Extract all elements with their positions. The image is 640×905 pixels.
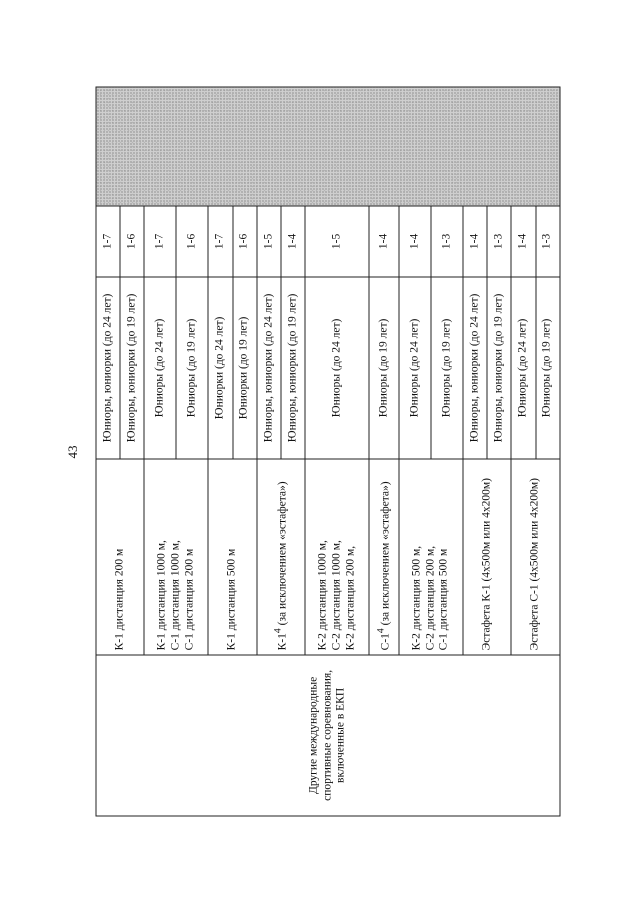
- places-cell: 1-5: [305, 206, 369, 277]
- discipline-cell: Эстафета С-1 (4х500м или 4х200м): [511, 459, 560, 655]
- category-cell: Другие международные спортивные соревнования, включенные в ЕКП: [96, 655, 560, 816]
- age-group-cell: Юниоры, юниорки (до 24 лет): [257, 277, 281, 459]
- places-cell: 1-7: [96, 206, 120, 277]
- discipline-cell: Эстафета К-1 (4х500м или 4х200м): [463, 459, 511, 655]
- places-cell: 1-4: [511, 206, 535, 277]
- page-number: 43: [65, 445, 80, 459]
- age-group-cell: Юниорки (до 24 лет): [208, 277, 232, 459]
- places-cell: 1-3: [431, 206, 463, 277]
- age-group-cell: Юниоры (до 19 лет): [536, 277, 560, 459]
- rotated-table-container: [96, 87, 561, 817]
- discipline-cell: К-1 дистанция 200 м: [96, 459, 144, 655]
- age-group-cell: Юниоры, юниорки (до 24 лет): [96, 277, 120, 459]
- places-cell: 1-4: [463, 206, 487, 277]
- age-group-cell: Юниоры (до 24 лет): [511, 277, 535, 459]
- age-group-cell: Юниоры, юниорки (до 19 лет): [120, 277, 144, 459]
- age-group-cell: Юниоры (до 24 лет): [399, 277, 431, 459]
- discipline-cell: $С-1^4$ (за исключением «эстафета»): [369, 459, 399, 655]
- discipline-cell: К-1 дистанция 500 м: [208, 459, 256, 655]
- places-cell: 1-5: [257, 206, 281, 277]
- age-group-cell: Юниоры (до 19 лет): [431, 277, 463, 459]
- age-group-cell: Юниоры, юниорки (до 19 лет): [487, 277, 511, 459]
- age-group-cell: Юниоры (до 24 лет): [305, 277, 369, 459]
- places-cell: 1-4: [399, 206, 431, 277]
- places-cell: 1-4: [369, 206, 399, 277]
- qualification-table: [96, 87, 561, 817]
- places-cell: 1-6: [120, 206, 144, 277]
- table-row: [96, 87, 120, 816]
- discipline-cell: $К-1^4$ (за исключением «эстафета»): [257, 459, 305, 655]
- places-cell: 1-6: [233, 206, 257, 277]
- places-cell: 1-3: [487, 206, 511, 277]
- age-group-cell: Юниоры, юниорки (до 24 лет): [463, 277, 487, 459]
- places-cell: 1-3: [536, 206, 560, 277]
- discipline-cell: К-2 дистанция 500 м, С-2 дистанция 200 м, С-1 дистанция 500 м: [399, 459, 463, 655]
- places-cell: 1-4: [281, 206, 305, 277]
- places-cell: 1-6: [176, 206, 208, 277]
- shaded-empty-column: [96, 87, 560, 206]
- age-group-cell: Юниоры, юниорки (до 19 лет): [281, 277, 305, 459]
- discipline-cell: К-2 дистанция 1000 м, С-2 дистанция 1000 м, К-2 дистанция 200 м,: [305, 459, 369, 655]
- age-group-cell: Юниоры (до 19 лет): [369, 277, 399, 459]
- places-cell: 1-7: [208, 206, 232, 277]
- age-group-cell: Юниорки (до 19 лет): [233, 277, 257, 459]
- age-group-cell: Юниоры (до 19 лет): [176, 277, 208, 459]
- age-group-cell: Юниоры (до 24 лет): [144, 277, 176, 459]
- places-cell: 1-7: [144, 206, 176, 277]
- discipline-cell: К-1 дистанция 1000 м, С-1 дистанция 1000 м, С-1 дистанция 200 м: [144, 459, 208, 655]
